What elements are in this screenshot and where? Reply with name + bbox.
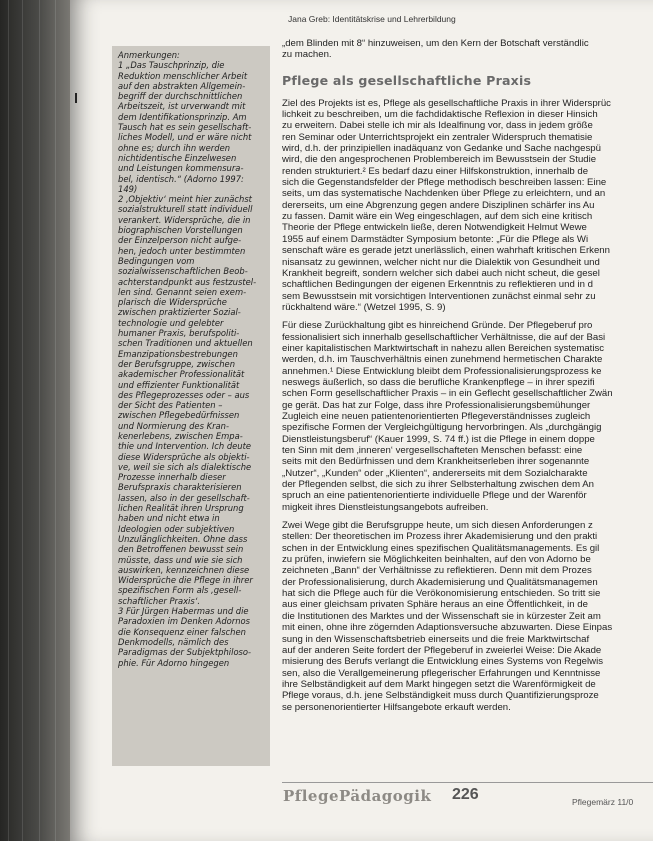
annotation-line: hen, jedoch unter bestimmten — [118, 245, 246, 256]
text-line: Für diese Zurückhaltung gibt es hinreichend Gründe. Der Pflegeberuf pro — [282, 320, 593, 332]
annotation-line: technologie und gelebter — [118, 317, 224, 328]
text-line: hat sich die Pflege auch für die Verökonomisierung entschieden. So tritt sie — [282, 588, 601, 600]
text-line: sem Bewusstsein mit vorsichtigen Interventionen zunächst einmal sehr zu — [282, 290, 596, 302]
annotations-sidebar — [112, 46, 270, 766]
text-line: Dienstleistungsberuf“ (Kauer 1999, S. 74 ff.) ist die Pflege in einem doppe — [282, 433, 595, 445]
intro-paragraph — [282, 38, 653, 61]
annotation-line: auswirken, kennzeichnen diese — [118, 564, 250, 575]
text-line: sich die Gegenstandsfelder der Pflege methodisch beschreiben lassen: Eine — [282, 177, 607, 189]
paragraph — [282, 98, 653, 314]
journal-title: PflegePädagogik — [283, 787, 432, 805]
text-line: spruch an eine patientenorientierte individuelle Pflege und der Warenför — [282, 490, 587, 502]
annotation-line: plarisch die Widersprüche — [118, 297, 227, 308]
annotation-line: phie. Für Adorno hingegen — [118, 657, 230, 668]
text-line: seits, um das systematische Nachdenken über Pflege zu erleichtern, und an — [282, 188, 606, 200]
text-line: aus einer gleichsam privaten Sphäre heraus an eine Öffentlichkeit, in de — [282, 599, 588, 611]
text-line: ge gerät. Das hat zur Folge, dass ihre Professionalisierungsbemühunger — [282, 399, 591, 411]
text-line: Zugleich eine neuen patientenorientierten Pflegeverständnisses zugleich — [282, 410, 591, 422]
text-line: ihre Selbständigkeit auf dem Markt hingegen setzt die Warenförmigkeit de — [282, 678, 596, 690]
annotation-line: liches Modell, und er wäre nicht — [118, 132, 252, 143]
text-line: wird, d.h. der prinzipiellen inadäquanz von Gedanke und Sache nachgespü — [282, 143, 601, 155]
text-line: stellen: Der theoretischen im Prozess ihrer Akademisierung und den prakti — [282, 531, 598, 543]
annotation-line: und Leistungen kommensura- — [118, 163, 244, 174]
annotation-line: akademischer Professionalität — [118, 369, 245, 380]
annotation-line: ohne es; durch ihn werden — [118, 142, 231, 153]
annotation-line: der Einzelperson nicht aufge- — [118, 235, 242, 246]
annotation-line: Widersprüche die Pflege in ihrer — [118, 575, 253, 586]
text-line: auf der anderen Seite fordert der Pflegeberuf in zweierlei Weise: Die Akade — [282, 644, 602, 656]
text-line: zeichneten „Bann“ der Verhältnisse zu reflektieren. Denn mit dem Prozes — [282, 565, 592, 577]
text-line: sen, also die Verallgemeinerung pflegerischer Erfahrungen und Kenntnisse — [282, 667, 601, 679]
annotation-line: nichtidentische Einzelwesen — [118, 152, 237, 163]
annotation-line: Bedingungen vom — [118, 255, 195, 266]
annotation-line: 1 „Das Tauschprinzip, die — [118, 60, 225, 71]
annotation-line: lassen, also in der gesellschaft- — [118, 492, 250, 503]
annotations-body — [118, 60, 265, 668]
annotations-title: Anmerkungen: — [118, 50, 180, 60]
text-line: spezifische Formen der Vergleichgültigung hervorbringen. Als „durchgängig — [282, 422, 602, 434]
text-line: dererseits, um eine Abgrenzung gegen andere Disziplinen schärfer ins Au — [282, 199, 595, 211]
text-line: rückhaltend wäre.“ (Wetzel 1995, S. 9) — [282, 301, 446, 313]
text-line: schaftlichen Bedingungen der eigenen Erkenntnis zu reflektieren und in d — [282, 279, 593, 291]
main-column — [282, 38, 653, 768]
annotation-line: schen Traditionen und aktuellen — [118, 338, 253, 349]
annotation-line: sozialstrukturell statt individuell — [118, 204, 253, 215]
text-line: Pflege voraus, d.h. jene Selbständigkeit muss durch Quantifizierungsproze — [282, 690, 599, 702]
page-stack-edge — [0, 0, 70, 841]
annotation-line: 3 Für Jürgen Habermas und die — [118, 606, 249, 617]
annotation-line: sozialwissenschaftlichen Beob- — [118, 266, 248, 277]
annotation-line: 2 ‚Objektiv‘ meint hier zunächst — [118, 194, 252, 205]
text-line: annehmen.¹ Diese Entwicklung bleibt dem Professionalisierungsprozess ke — [282, 365, 602, 377]
annotation-line: verankert. Widersprüche, die in — [118, 214, 251, 225]
text-line: sung in den Wissenschaftsbetrieb einerseits und die freie Marktwirtschaf — [282, 633, 590, 645]
text-line: ten Sinn mit dem ‚inneren‘ vergesellschafteten Menschen befasst: eine — [282, 445, 583, 456]
annotation-line: auf den abstrakten Allgemein- — [118, 80, 246, 91]
text-line: migkeit ihres Dienstleistungsangebots aufreiben. — [282, 501, 489, 513]
text-line: zu fassen. Damit wäre ein Weg eingeschlagen, auf dem sich eine kritisch — [282, 211, 593, 223]
text-line: senschaft wäre es gerade jetzt unerlässlich, einen wahrhaft kritischen Erkenn — [282, 245, 610, 257]
text-line: „dem Blinden mit 8“ hinzuweisen, um den Kern der Botschaft verständlic — [282, 38, 589, 49]
annotation-line: Paradoxien im Denken Adornos — [118, 616, 251, 627]
text-line: schen in der Entwicklung eines spezifischen Qualitätsmanagements. Es gil — [282, 542, 600, 554]
annotation-line: spezifischen Form als ‚gesell- — [118, 585, 242, 596]
text-line: misierung des Berufs verlangt die Entwicklung eines Systems von Regelwis — [282, 656, 604, 668]
text-line: 1955 auf einem Darmstädter Symposium betonte: „Für die Pflege als Wi — [282, 233, 589, 245]
text-line: fessionalisiert sich innerhalb gesellschaftlicher Verhältnisse, die auf der Basi — [282, 331, 606, 343]
text-line: zu machen. — [282, 49, 332, 61]
annotation-line: Berufspraxis charakterisieren — [118, 482, 242, 493]
annotation-line: Unzulänglichkeiten. Ohne dass — [118, 533, 248, 544]
text-line: seits mit den Bedürfnissen und dem Krankheitserleben ihrer sogenannte — [282, 456, 590, 468]
annotation-line: Prozesse innerhalb dieser — [118, 472, 226, 483]
text-line: neswegs äußerlich, so dass die berufliche Krankenpflege – in ihrer spezifi — [282, 376, 595, 388]
text-line: Krankheit begreift, sondern welcher sich dabei auch nicht scheut, die gesel — [282, 267, 600, 279]
text-line: renden strukturiert.² Es bedarf dazu einer Hilfskonstruktion, innerhalb de — [282, 165, 589, 177]
annotation-line: bel, identisch.“ (Adorno 1997: — [118, 173, 244, 184]
annotation-line: zwischen Pflegebedürfnissen — [118, 410, 240, 421]
annotation-line: haben und nicht etwa in — [118, 513, 220, 524]
annotation-line: schaftlicher Praxis‘. — [118, 595, 201, 606]
margin-mark — [75, 93, 77, 103]
text-line: ren Seminar oder Unterrichtsprojekt ein zentraler Widerspruch thematisie — [282, 131, 593, 143]
annotation-line: Ideologien oder subjektiven — [118, 523, 235, 534]
text-line: der Pflegenden selbst, die sich zu ihrer Selbsterhaltung zwischen dem An — [282, 479, 594, 491]
annotation-line: kenerlebens, zwischen Empa- — [118, 430, 243, 441]
text-line: lichkeit zu beschreiben, um die fachdidaktische Reflexion in dieser Hinsich — [282, 109, 598, 121]
text-line: Zwei Wege gibt die Berufsgruppe heute, um sich diesen Anforderungen z — [282, 520, 593, 532]
section-heading: Pflege als gesellschaftliche Praxis — [282, 72, 532, 88]
text-line: „Nutzer“, „Kunden“ oder „Klienten“, andererseits mit dem Sozialcharakte — [282, 467, 588, 479]
annotation-line: der Sicht des Patienten – — [118, 400, 223, 411]
text-line: werden, d.h. im Tauschverhältnis einen zunehmend hermetischen Charakte — [282, 354, 603, 366]
annotation-line: der Berufsgruppe, zwischen — [118, 358, 236, 369]
text-line: mit einen, ohne ihre zögernden Adaptionsversuche abzuwarten. Diese Einpas — [282, 622, 613, 634]
annotation-line: die Konsequenz einer falschen — [118, 626, 246, 637]
body-text — [282, 98, 653, 713]
footer-issue: Pflegemärz 11/0 — [572, 797, 634, 807]
page-edge-line — [8, 0, 9, 841]
text-line: wird, die den angesprochenen Problembereich im Bewusstsein der Studie — [282, 154, 597, 166]
text-line: Ziel des Projekts ist es, Pflege als gesellschaftliche Praxis in ihrer Widersprüc — [282, 97, 611, 109]
annotation-line: des Pflegeprozesses oder – aus — [118, 389, 250, 400]
text-line: zu prüfen, inwiefern sie Möglichkeiten beinhalten, auf den von Adorno be — [282, 554, 591, 566]
paragraph — [282, 520, 653, 713]
page-edge-line — [39, 0, 40, 841]
text-line: schen Form gesellschaftlicher Praxis – in ein Geflecht gesellschaftlicher Zwän — [282, 388, 613, 400]
annotation-line: ve, weil sie sich als dialektische — [118, 461, 252, 472]
paragraph — [282, 320, 653, 513]
annotation-line: diese Widersprüche als objekti- — [118, 451, 250, 462]
annotation-line: Emanzipationsbestrebungen — [118, 348, 238, 359]
annotation-line: dem Identifikationsprinzip. Am — [118, 111, 247, 122]
page-number: 226 — [452, 786, 479, 803]
text-line: nisansatz zu gewinnen, welcher nicht nur die Dialektik von Gesundheit und — [282, 256, 600, 268]
annotation-line: 149) — [118, 183, 138, 194]
annotation-line: Denkmodells, nämlich des — [118, 636, 229, 647]
running-header: Jana Greb: Identitätskrise und Lehrerbildung — [288, 14, 456, 24]
text-line: zu erweitern. Dabei stelle ich mir als Idealfinung vor, dass in jedem größe — [282, 120, 593, 132]
annotation-line: begriff der durchschnittlichen — [118, 91, 243, 102]
annotation-line: müsste, dass und wie sie sich — [118, 554, 243, 565]
page-edge-line — [22, 0, 23, 841]
annotation-line: den Betroffenen bewusst sein — [118, 544, 244, 555]
annotation-line: Paradigmas der Subjektphiloso- — [118, 647, 252, 658]
annotation-line: zwischen praktizierter Sozial- — [118, 307, 241, 318]
annotation-line: achterstandpunkt aus festzustel- — [118, 276, 257, 287]
annotation-line: thie und Intervention. Ich deute — [118, 441, 252, 452]
annotation-line: Arbeitszeit, ist urverwandt mit — [118, 101, 246, 112]
annotation-line: len sind. Genannt seien exem- — [118, 286, 247, 297]
text-line: Theorie der Pflege entwickeln ließe, deren Notwendigkeit Helmut Wewe — [282, 222, 587, 234]
annotation-line: lichen Realität ihren Ursprung — [118, 503, 244, 514]
annotation-line: humaner Praxis, berufspoliti- — [118, 328, 240, 339]
annotation-line: und effizienter Funktionalität — [118, 379, 240, 390]
text-line: se personenorientierter Hilfsangebote erkauft werden. — [282, 701, 511, 713]
text-line: einer kapitalistischen Marktwirtschaft in nahezu allen Bereichen systematisc — [282, 342, 605, 354]
page-edge-line — [55, 0, 56, 841]
annotation-line: und Normierung des Kran- — [118, 420, 229, 431]
text-line: der Professionalisierung, durch Akademisierung und Qualitätsmanagemen — [282, 576, 598, 588]
annotation-line: Reduktion menschlicher Arbeit — [118, 70, 248, 81]
annotation-line: biographischen Vorstellungen — [118, 225, 243, 236]
text-line: die Institutionen des Marktes und der Wissenschaft sie in kürzester Zeit am — [282, 610, 601, 622]
footer-rule — [282, 782, 653, 783]
annotation-line: Tausch hat es sein gesellschaft- — [118, 122, 252, 133]
